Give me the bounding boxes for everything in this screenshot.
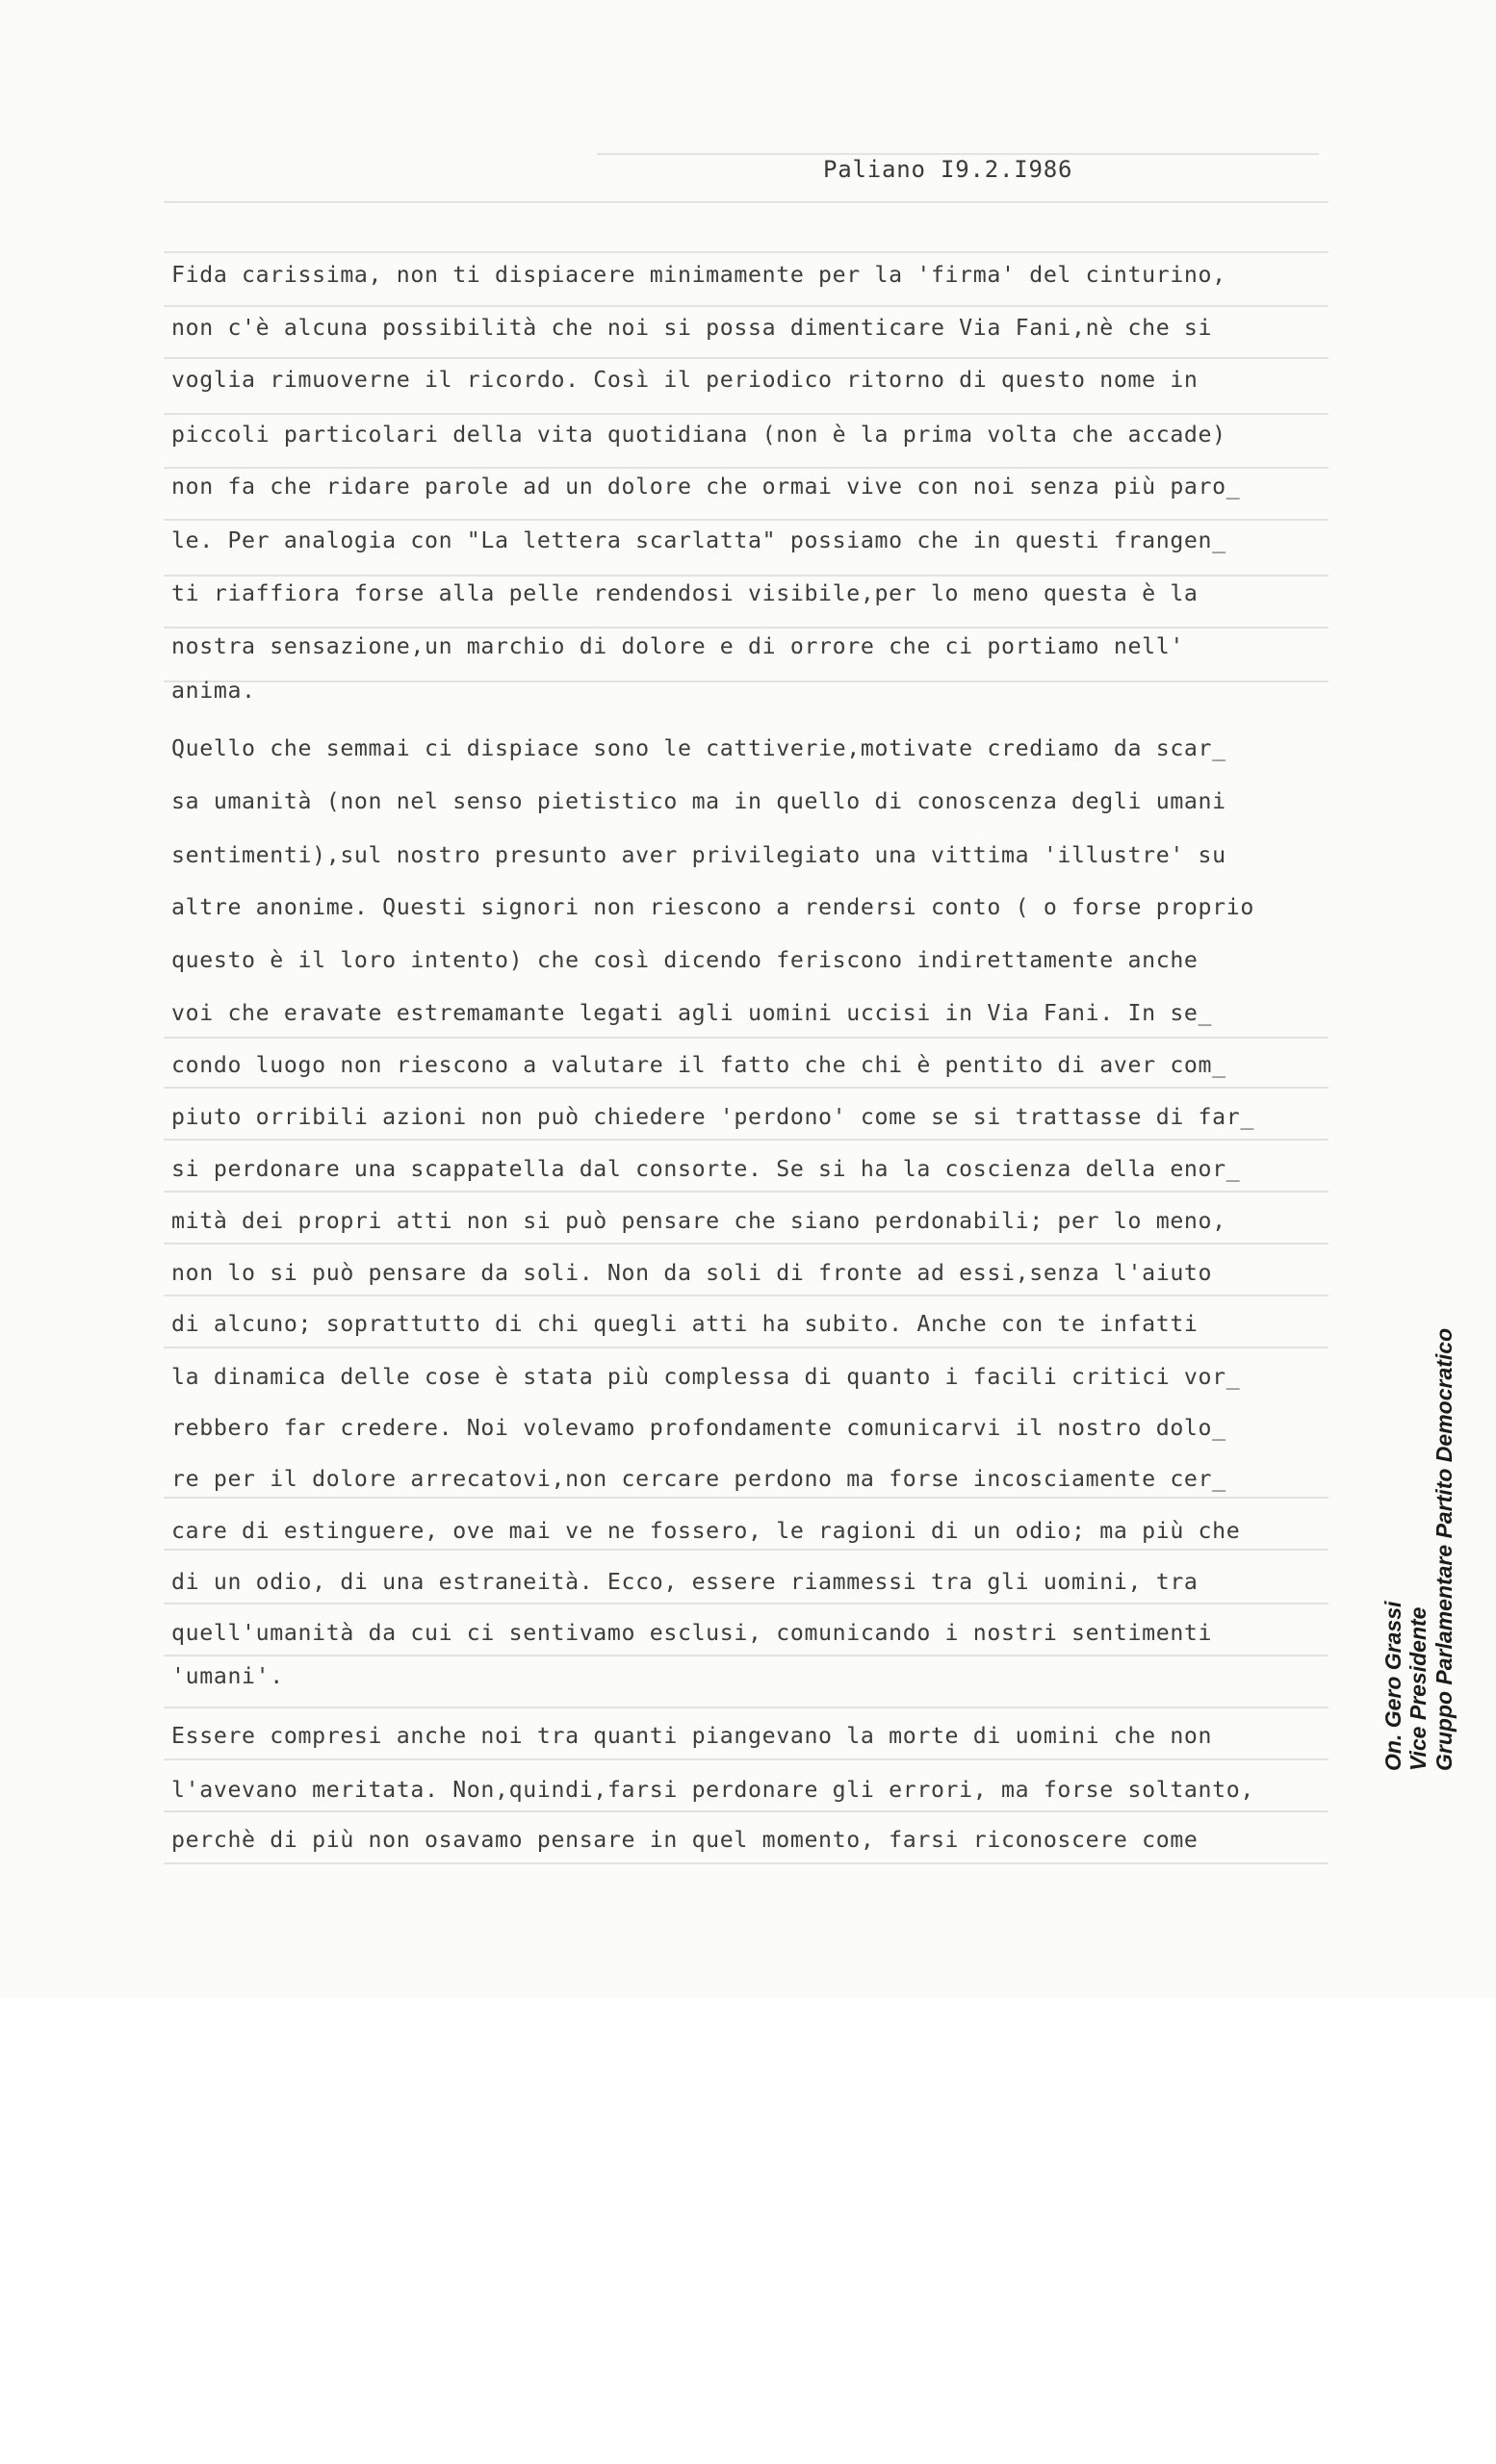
letter-line: sentimenti),sul nostro presunto aver privilegiato una vittima 'illustre' su (171, 842, 1226, 868)
letter-line: la dinamica delle cose è stata più complessa di quanto i facili critici vor_ (171, 1364, 1241, 1390)
letter-line: si perdonare una scappatella dal consorte. Se si ha la coscienza della enor_ (171, 1156, 1241, 1182)
letter-line: anima. (171, 678, 256, 704)
letter-line: ti riaffiora forse alla pelle rendendosi visibile,per lo meno questa è la (171, 580, 1199, 606)
letter-line: le. Per analogia con "La lettera scarlatta" possiamo che in questi frangen_ (171, 527, 1226, 553)
letter-line: re per il dolore arrecatovi,non cercare perdono ma forse incosciamente cer_ (171, 1466, 1226, 1492)
letter-line: questo è il loro intento) che così dicendo feriscono indirettamente anche (171, 947, 1199, 973)
letter-line: piccoli particolari della vita quotidiana (non è la prima volta che accade) (171, 422, 1226, 448)
letter-line: Fida carissima, non ti dispiacere minimamente per la 'firma' del cinturino, (171, 262, 1226, 288)
letter-line: sa umanità (non nel senso pietistico ma in quello di conoscenza degli umani (171, 788, 1226, 814)
letter-date: Paliano I9.2.I986 (823, 156, 1073, 183)
stamp-name: On. Gero Grassi (1380, 1601, 1406, 1771)
stamp-role: Vice Presidente (1406, 1606, 1432, 1771)
letter-line: non c'è alcuna possibilità che noi si possa dimenticare Via Fani,nè che si (171, 315, 1213, 341)
stamp-group: Gruppo Parlamentare Partito Democratico (1431, 1327, 1457, 1771)
letter-line: altre anonime. Questi signori non riescono a rendersi conto ( o forse proprio (171, 894, 1254, 920)
letter-line: di alcuno; soprattutto di chi quegli atti ha subito. Anche con te infatti (171, 1311, 1199, 1337)
letter-line: l'avevano meritata. Non,quindi,farsi perdonare gli errori, ma forse soltanto, (171, 1777, 1254, 1803)
letter-line: voi che eravate estremamante legati agli uomini uccisi in Via Fani. In se_ (171, 1000, 1213, 1026)
letter-line: di un odio, di una estraneità. Ecco, essere riammessi tra gli uomini, tra (171, 1569, 1199, 1595)
letter-line: 'umani'. (171, 1663, 284, 1689)
parliamentary-stamp (1380, 1309, 1496, 1771)
letter-line: piuto orribili azioni non può chiedere 'perdono' come se si trattasse di far_ (171, 1104, 1254, 1130)
letter-line: perchè di più non osavamo pensare in quel momento, farsi riconoscere come (171, 1827, 1199, 1853)
letter-line: mità dei propri atti non si può pensare che siano perdonabili; per lo meno, (171, 1208, 1226, 1234)
letter-line: rebbero far credere. Noi volevamo profondamente comunicarvi il nostro dolo_ (171, 1415, 1226, 1441)
letter-line: care di estinguere, ove mai ve ne fossero, le ragioni di un odio; ma più che (171, 1518, 1241, 1544)
letter-line: nostra sensazione,un marchio di dolore e di orrore che ci portiamo nell' (171, 633, 1184, 659)
letter-line: quell'umanità da cui ci sentivamo esclusi, comunicando i nostri sentimenti (171, 1620, 1213, 1646)
letter-line: voglia rimuoverne il ricordo. Così il periodico ritorno di questo nome in (171, 367, 1199, 393)
letter-line: non fa che ridare parole ad un dolore che ormai vive con noi senza più paro_ (171, 474, 1241, 500)
letter-line: non lo si può pensare da soli. Non da soli di fronte ad essi,senza l'aiuto (171, 1260, 1213, 1286)
letter-line: Quello che semmai ci dispiace sono le cattiverie,motivate crediamo da scar_ (171, 735, 1226, 761)
letter-line: condo luogo non riescono a valutare il fatto che chi è pentito di aver com_ (171, 1052, 1226, 1078)
letter-line: Essere compresi anche noi tra quanti piangevano la morte di uomini che non (171, 1723, 1213, 1749)
